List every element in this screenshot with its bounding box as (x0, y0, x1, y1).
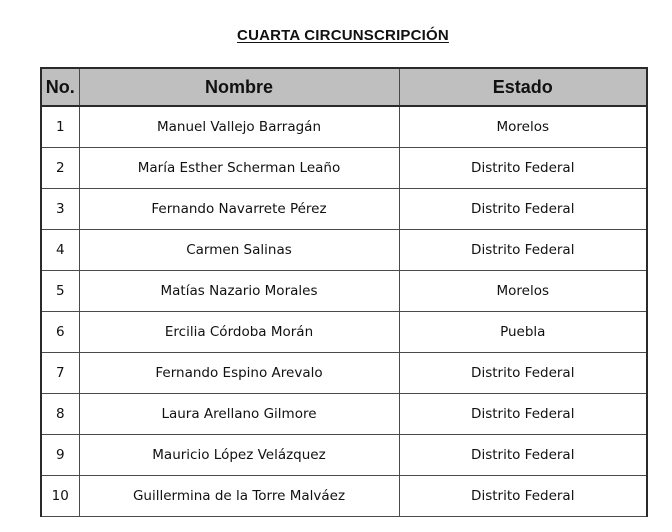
cell-no: 7 (41, 353, 79, 394)
table-row (41, 148, 647, 189)
cell-no: 1 (41, 106, 79, 148)
cell-no: 6 (41, 312, 79, 353)
table-row (41, 394, 647, 435)
table-row (41, 476, 647, 517)
table-row (41, 271, 647, 312)
cell-no: 9 (41, 435, 79, 476)
cell-no: 4 (41, 230, 79, 271)
cell-no: 5 (41, 271, 79, 312)
cell-nombre: Manuel Vallejo Barragán (79, 106, 399, 148)
cell-nombre: Ercilia Córdoba Morán (79, 312, 399, 353)
column-header-nombre: Nombre (79, 68, 399, 106)
table-row (41, 312, 647, 353)
column-header-estado: Estado (399, 68, 647, 106)
cell-estado: Distrito Federal (399, 476, 647, 517)
cell-nombre: María Esther Scherman Leaño (79, 148, 399, 189)
document-title: CUARTA CIRCUNSCRIPCIÓN (237, 27, 449, 44)
cell-estado: Distrito Federal (399, 435, 647, 476)
cell-estado: Puebla (399, 312, 647, 353)
cell-nombre: Guillermina de la Torre Malváez (79, 476, 399, 517)
cell-estado: Distrito Federal (399, 189, 647, 230)
cell-nombre: Carmen Salinas (79, 230, 399, 271)
table-row (41, 230, 647, 271)
cell-nombre: Matías Nazario Morales (79, 271, 399, 312)
cell-nombre: Laura Arellano Gilmore (79, 394, 399, 435)
cell-estado: Distrito Federal (399, 353, 647, 394)
table-row (41, 189, 647, 230)
cell-estado: Morelos (399, 271, 647, 312)
table-row (41, 106, 647, 148)
roster-table (40, 67, 648, 517)
cell-estado: Distrito Federal (399, 148, 647, 189)
cell-no: 10 (41, 476, 79, 517)
cell-estado: Distrito Federal (399, 230, 647, 271)
cell-nombre: Fernando Navarrete Pérez (79, 189, 399, 230)
table-row (41, 435, 647, 476)
cell-no: 8 (41, 394, 79, 435)
cell-estado: Distrito Federal (399, 394, 647, 435)
table-header-row (41, 68, 647, 106)
cell-no: 2 (41, 148, 79, 189)
cell-estado: Morelos (399, 106, 647, 148)
cell-nombre: Fernando Espino Arevalo (79, 353, 399, 394)
cell-nombre: Mauricio López Velázquez (79, 435, 399, 476)
cell-no: 3 (41, 189, 79, 230)
column-header-no: No. (41, 68, 79, 106)
table-row (41, 353, 647, 394)
